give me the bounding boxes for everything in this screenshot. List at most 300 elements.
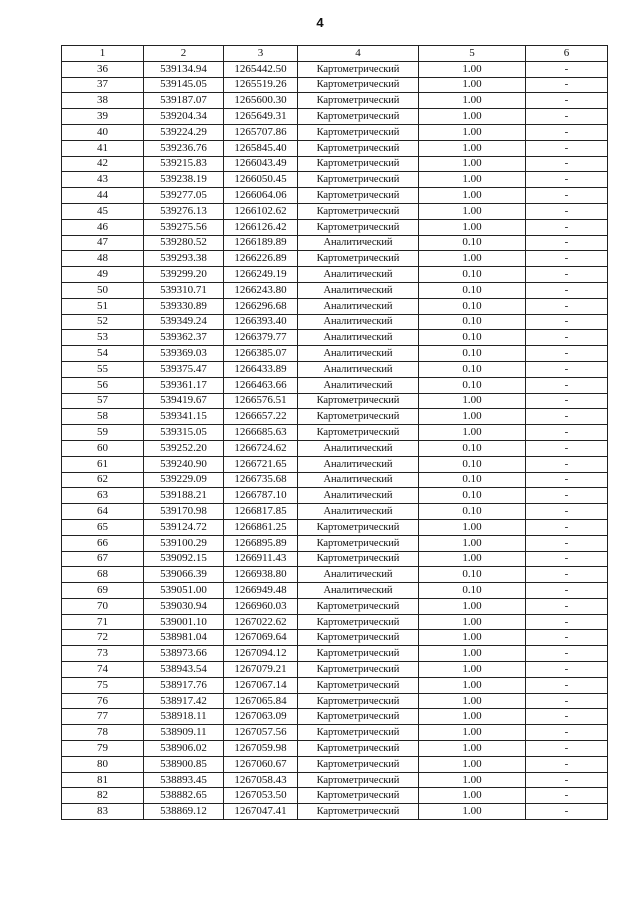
- method-cell: Картометрический: [298, 61, 419, 77]
- y-coordinate-cell: 1266102.62: [224, 203, 298, 219]
- accuracy-cell: 0.10: [419, 235, 526, 251]
- method-cell: Картометрический: [298, 646, 419, 662]
- table-row: [62, 504, 608, 520]
- y-coordinate-cell: 1266243.80: [224, 282, 298, 298]
- x-coordinate-cell: 538909.11: [144, 725, 224, 741]
- x-coordinate-cell: 538869.12: [144, 804, 224, 820]
- accuracy-cell: 1.00: [419, 756, 526, 772]
- x-coordinate-cell: 538900.85: [144, 756, 224, 772]
- accuracy-cell: 1.00: [419, 788, 526, 804]
- note-cell: -: [526, 440, 608, 456]
- note-cell: -: [526, 156, 608, 172]
- x-coordinate-cell: 539349.24: [144, 314, 224, 330]
- point-number-cell: 46: [62, 219, 144, 235]
- y-coordinate-cell: 1266911.43: [224, 551, 298, 567]
- point-number-cell: 48: [62, 251, 144, 267]
- x-coordinate-cell: 539299.20: [144, 267, 224, 283]
- point-number-cell: 63: [62, 488, 144, 504]
- x-coordinate-cell: 539188.21: [144, 488, 224, 504]
- x-coordinate-cell: 539419.67: [144, 393, 224, 409]
- method-cell: Аналитический: [298, 282, 419, 298]
- table-row: [62, 725, 608, 741]
- point-number-cell: 56: [62, 377, 144, 393]
- y-coordinate-cell: 1266126.42: [224, 219, 298, 235]
- table-row: [62, 156, 608, 172]
- note-cell: -: [526, 172, 608, 188]
- point-number-cell: 64: [62, 504, 144, 520]
- accuracy-cell: 0.10: [419, 314, 526, 330]
- accuracy-cell: 0.10: [419, 346, 526, 362]
- x-coordinate-cell: 539236.76: [144, 140, 224, 156]
- point-number-cell: 43: [62, 172, 144, 188]
- table-row: [62, 109, 608, 125]
- y-coordinate-cell: 1266226.89: [224, 251, 298, 267]
- method-cell: Картометрический: [298, 772, 419, 788]
- point-number-cell: 71: [62, 614, 144, 630]
- method-cell: Аналитический: [298, 314, 419, 330]
- y-coordinate-cell: 1265600.30: [224, 93, 298, 109]
- y-coordinate-cell: 1267022.62: [224, 614, 298, 630]
- x-coordinate-cell: 539375.47: [144, 361, 224, 377]
- y-coordinate-cell: 1267058.43: [224, 772, 298, 788]
- accuracy-cell: 1.00: [419, 172, 526, 188]
- table-row: [62, 124, 608, 140]
- method-cell: Картометрический: [298, 425, 419, 441]
- method-cell: Аналитический: [298, 330, 419, 346]
- point-number-cell: 38: [62, 93, 144, 109]
- table-row: [62, 282, 608, 298]
- accuracy-cell: 1.00: [419, 519, 526, 535]
- x-coordinate-cell: 539341.15: [144, 409, 224, 425]
- method-cell: Картометрический: [298, 77, 419, 93]
- accuracy-cell: 0.10: [419, 440, 526, 456]
- method-cell: Аналитический: [298, 346, 419, 362]
- note-cell: -: [526, 282, 608, 298]
- accuracy-cell: 1.00: [419, 77, 526, 93]
- x-coordinate-cell: 539310.71: [144, 282, 224, 298]
- x-coordinate-cell: 539229.09: [144, 472, 224, 488]
- point-number-cell: 39: [62, 109, 144, 125]
- y-coordinate-cell: 1266576.51: [224, 393, 298, 409]
- y-coordinate-cell: 1266463.66: [224, 377, 298, 393]
- y-coordinate-cell: 1267067.14: [224, 677, 298, 693]
- y-coordinate-cell: 1267060.67: [224, 756, 298, 772]
- accuracy-cell: 1.00: [419, 725, 526, 741]
- table-row: [62, 393, 608, 409]
- point-number-cell: 81: [62, 772, 144, 788]
- point-number-cell: 78: [62, 725, 144, 741]
- y-coordinate-cell: 1266043.49: [224, 156, 298, 172]
- accuracy-cell: 0.10: [419, 330, 526, 346]
- point-number-cell: 53: [62, 330, 144, 346]
- note-cell: -: [526, 425, 608, 441]
- accuracy-cell: 1.00: [419, 156, 526, 172]
- table-body: [62, 61, 608, 819]
- point-number-cell: 66: [62, 535, 144, 551]
- y-coordinate-cell: 1265442.50: [224, 61, 298, 77]
- method-cell: Картометрический: [298, 188, 419, 204]
- table-row: [62, 788, 608, 804]
- accuracy-cell: 1.00: [419, 772, 526, 788]
- x-coordinate-cell: 539051.00: [144, 583, 224, 599]
- note-cell: -: [526, 346, 608, 362]
- point-number-cell: 47: [62, 235, 144, 251]
- y-coordinate-cell: 1265707.86: [224, 124, 298, 140]
- point-number-cell: 73: [62, 646, 144, 662]
- accuracy-cell: 1.00: [419, 662, 526, 678]
- x-coordinate-cell: 539066.39: [144, 567, 224, 583]
- method-cell: Аналитический: [298, 361, 419, 377]
- x-coordinate-cell: 539145.05: [144, 77, 224, 93]
- point-number-cell: 52: [62, 314, 144, 330]
- y-coordinate-cell: 1266938.80: [224, 567, 298, 583]
- accuracy-cell: 1.00: [419, 425, 526, 441]
- y-coordinate-cell: 1267057.56: [224, 725, 298, 741]
- table-row: [62, 551, 608, 567]
- y-coordinate-cell: 1266787.10: [224, 488, 298, 504]
- x-coordinate-cell: 539252.20: [144, 440, 224, 456]
- note-cell: -: [526, 567, 608, 583]
- accuracy-cell: 1.00: [419, 219, 526, 235]
- point-number-cell: 72: [62, 630, 144, 646]
- point-number-cell: 59: [62, 425, 144, 441]
- column-header: 6: [526, 46, 608, 62]
- point-number-cell: 45: [62, 203, 144, 219]
- y-coordinate-cell: 1265519.26: [224, 77, 298, 93]
- column-header: 5: [419, 46, 526, 62]
- note-cell: -: [526, 393, 608, 409]
- method-cell: Картометрический: [298, 741, 419, 757]
- note-cell: -: [526, 251, 608, 267]
- note-cell: -: [526, 235, 608, 251]
- note-cell: -: [526, 409, 608, 425]
- column-header: 4: [298, 46, 419, 62]
- accuracy-cell: 1.00: [419, 677, 526, 693]
- x-coordinate-cell: 539224.29: [144, 124, 224, 140]
- x-coordinate-cell: 539204.34: [144, 109, 224, 125]
- table-row: [62, 804, 608, 820]
- x-coordinate-cell: 539092.15: [144, 551, 224, 567]
- accuracy-cell: 0.10: [419, 472, 526, 488]
- note-cell: -: [526, 741, 608, 757]
- method-cell: Картометрический: [298, 677, 419, 693]
- note-cell: -: [526, 219, 608, 235]
- point-number-cell: 57: [62, 393, 144, 409]
- note-cell: -: [526, 614, 608, 630]
- method-cell: Картометрический: [298, 109, 419, 125]
- method-cell: Аналитический: [298, 488, 419, 504]
- note-cell: -: [526, 77, 608, 93]
- y-coordinate-cell: 1266960.03: [224, 598, 298, 614]
- table-row: [62, 314, 608, 330]
- point-number-cell: 49: [62, 267, 144, 283]
- point-number-cell: 65: [62, 519, 144, 535]
- method-cell: Картометрический: [298, 172, 419, 188]
- accuracy-cell: 0.10: [419, 488, 526, 504]
- note-cell: -: [526, 677, 608, 693]
- note-cell: -: [526, 788, 608, 804]
- table-row: [62, 425, 608, 441]
- x-coordinate-cell: 538981.04: [144, 630, 224, 646]
- x-coordinate-cell: 538882.65: [144, 788, 224, 804]
- method-cell: Картометрический: [298, 409, 419, 425]
- accuracy-cell: 0.10: [419, 504, 526, 520]
- method-cell: Картометрический: [298, 598, 419, 614]
- method-cell: Аналитический: [298, 440, 419, 456]
- note-cell: -: [526, 709, 608, 725]
- method-cell: Картометрический: [298, 93, 419, 109]
- method-cell: Аналитический: [298, 583, 419, 599]
- y-coordinate-cell: 1266296.68: [224, 298, 298, 314]
- x-coordinate-cell: 539134.94: [144, 61, 224, 77]
- note-cell: -: [526, 298, 608, 314]
- table-row: [62, 646, 608, 662]
- x-coordinate-cell: 538918.11: [144, 709, 224, 725]
- accuracy-cell: 1.00: [419, 203, 526, 219]
- accuracy-cell: 1.00: [419, 93, 526, 109]
- method-cell: Картометрический: [298, 756, 419, 772]
- point-number-cell: 54: [62, 346, 144, 362]
- point-number-cell: 70: [62, 598, 144, 614]
- method-cell: Картометрический: [298, 535, 419, 551]
- x-coordinate-cell: 539362.37: [144, 330, 224, 346]
- accuracy-cell: 1.00: [419, 251, 526, 267]
- x-coordinate-cell: 539001.10: [144, 614, 224, 630]
- point-number-cell: 67: [62, 551, 144, 567]
- method-cell: Картометрический: [298, 203, 419, 219]
- accuracy-cell: 1.00: [419, 630, 526, 646]
- x-coordinate-cell: 539369.03: [144, 346, 224, 362]
- y-coordinate-cell: 1267094.12: [224, 646, 298, 662]
- point-number-cell: 58: [62, 409, 144, 425]
- accuracy-cell: 0.10: [419, 583, 526, 599]
- accuracy-cell: 1.00: [419, 188, 526, 204]
- note-cell: -: [526, 583, 608, 599]
- accuracy-cell: 1.00: [419, 741, 526, 757]
- method-cell: Картометрический: [298, 140, 419, 156]
- x-coordinate-cell: 538943.54: [144, 662, 224, 678]
- table-row: [62, 630, 608, 646]
- note-cell: -: [526, 109, 608, 125]
- accuracy-cell: 0.10: [419, 267, 526, 283]
- table-row: [62, 519, 608, 535]
- note-cell: -: [526, 61, 608, 77]
- y-coordinate-cell: 1266724.62: [224, 440, 298, 456]
- point-number-cell: 55: [62, 361, 144, 377]
- note-cell: -: [526, 377, 608, 393]
- point-number-cell: 79: [62, 741, 144, 757]
- x-coordinate-cell: 539280.52: [144, 235, 224, 251]
- y-coordinate-cell: 1266393.40: [224, 314, 298, 330]
- x-coordinate-cell: 539293.38: [144, 251, 224, 267]
- method-cell: Картометрический: [298, 614, 419, 630]
- table-row: [62, 456, 608, 472]
- y-coordinate-cell: 1266379.77: [224, 330, 298, 346]
- x-coordinate-cell: 538917.42: [144, 693, 224, 709]
- point-number-cell: 50: [62, 282, 144, 298]
- table-row: [62, 598, 608, 614]
- method-cell: Аналитический: [298, 235, 419, 251]
- accuracy-cell: 0.10: [419, 361, 526, 377]
- x-coordinate-cell: 539215.83: [144, 156, 224, 172]
- table-row: [62, 298, 608, 314]
- table-row: [62, 377, 608, 393]
- note-cell: -: [526, 124, 608, 140]
- accuracy-cell: 0.10: [419, 298, 526, 314]
- point-number-cell: 75: [62, 677, 144, 693]
- point-number-cell: 40: [62, 124, 144, 140]
- note-cell: -: [526, 361, 608, 377]
- table-row: [62, 677, 608, 693]
- point-number-cell: 41: [62, 140, 144, 156]
- method-cell: Картометрический: [298, 725, 419, 741]
- method-cell: Аналитический: [298, 456, 419, 472]
- method-cell: Картометрический: [298, 804, 419, 820]
- y-coordinate-cell: 1267059.98: [224, 741, 298, 757]
- accuracy-cell: 1.00: [419, 109, 526, 125]
- note-cell: -: [526, 535, 608, 551]
- table-row: [62, 709, 608, 725]
- column-header: 3: [224, 46, 298, 62]
- point-number-cell: 37: [62, 77, 144, 93]
- y-coordinate-cell: 1266949.48: [224, 583, 298, 599]
- table-row: [62, 235, 608, 251]
- table-row: [62, 567, 608, 583]
- accuracy-cell: 1.00: [419, 598, 526, 614]
- accuracy-cell: 0.10: [419, 282, 526, 298]
- table-row: [62, 219, 608, 235]
- point-number-cell: 62: [62, 472, 144, 488]
- note-cell: -: [526, 756, 608, 772]
- table-row: [62, 614, 608, 630]
- x-coordinate-cell: 538973.66: [144, 646, 224, 662]
- table-row: [62, 77, 608, 93]
- table-row: [62, 172, 608, 188]
- method-cell: Картометрический: [298, 251, 419, 267]
- point-number-cell: 76: [62, 693, 144, 709]
- table-row: [62, 488, 608, 504]
- x-coordinate-cell: 538917.76: [144, 677, 224, 693]
- x-coordinate-cell: 539030.94: [144, 598, 224, 614]
- x-coordinate-cell: 539100.29: [144, 535, 224, 551]
- note-cell: -: [526, 662, 608, 678]
- table-row: [62, 583, 608, 599]
- method-cell: Картометрический: [298, 124, 419, 140]
- method-cell: Картометрический: [298, 519, 419, 535]
- note-cell: -: [526, 519, 608, 535]
- method-cell: Аналитический: [298, 472, 419, 488]
- note-cell: -: [526, 488, 608, 504]
- note-cell: -: [526, 314, 608, 330]
- x-coordinate-cell: 539238.19: [144, 172, 224, 188]
- point-number-cell: 83: [62, 804, 144, 820]
- accuracy-cell: 1.00: [419, 393, 526, 409]
- point-number-cell: 68: [62, 567, 144, 583]
- y-coordinate-cell: 1267047.41: [224, 804, 298, 820]
- column-header: 1: [62, 46, 144, 62]
- point-number-cell: 60: [62, 440, 144, 456]
- x-coordinate-cell: 539275.56: [144, 219, 224, 235]
- y-coordinate-cell: 1266385.07: [224, 346, 298, 362]
- note-cell: -: [526, 772, 608, 788]
- note-cell: -: [526, 330, 608, 346]
- note-cell: -: [526, 725, 608, 741]
- x-coordinate-cell: 539361.17: [144, 377, 224, 393]
- note-cell: -: [526, 93, 608, 109]
- table-row: [62, 330, 608, 346]
- y-coordinate-cell: 1267065.84: [224, 693, 298, 709]
- y-coordinate-cell: 1267053.50: [224, 788, 298, 804]
- table-row: [62, 61, 608, 77]
- accuracy-cell: 1.00: [419, 535, 526, 551]
- accuracy-cell: 1.00: [419, 551, 526, 567]
- method-cell: Картометрический: [298, 630, 419, 646]
- table-row: [62, 741, 608, 757]
- note-cell: -: [526, 504, 608, 520]
- point-number-cell: 61: [62, 456, 144, 472]
- table-row: [62, 251, 608, 267]
- y-coordinate-cell: 1266817.85: [224, 504, 298, 520]
- method-cell: Аналитический: [298, 567, 419, 583]
- point-number-cell: 77: [62, 709, 144, 725]
- table-row: [62, 267, 608, 283]
- point-number-cell: 51: [62, 298, 144, 314]
- y-coordinate-cell: 1266721.65: [224, 456, 298, 472]
- note-cell: -: [526, 140, 608, 156]
- note-cell: -: [526, 693, 608, 709]
- x-coordinate-cell: 539277.05: [144, 188, 224, 204]
- accuracy-cell: 1.00: [419, 614, 526, 630]
- y-coordinate-cell: 1265845.40: [224, 140, 298, 156]
- table-row: [62, 662, 608, 678]
- table-row: [62, 203, 608, 219]
- note-cell: -: [526, 804, 608, 820]
- table-row: [62, 93, 608, 109]
- point-number-cell: 69: [62, 583, 144, 599]
- y-coordinate-cell: 1266064.06: [224, 188, 298, 204]
- y-coordinate-cell: 1266189.89: [224, 235, 298, 251]
- y-coordinate-cell: 1266433.89: [224, 361, 298, 377]
- point-number-cell: 36: [62, 61, 144, 77]
- note-cell: -: [526, 188, 608, 204]
- coordinates-table: [61, 45, 608, 820]
- method-cell: Картометрический: [298, 551, 419, 567]
- x-coordinate-cell: 539170.98: [144, 504, 224, 520]
- accuracy-cell: 0.10: [419, 456, 526, 472]
- x-coordinate-cell: 539187.07: [144, 93, 224, 109]
- note-cell: -: [526, 203, 608, 219]
- x-coordinate-cell: 538906.02: [144, 741, 224, 757]
- page-number: 4: [316, 15, 324, 30]
- y-coordinate-cell: 1266895.89: [224, 535, 298, 551]
- table-row: [62, 772, 608, 788]
- accuracy-cell: 1.00: [419, 409, 526, 425]
- accuracy-cell: 1.00: [419, 646, 526, 662]
- y-coordinate-cell: 1266050.45: [224, 172, 298, 188]
- y-coordinate-cell: 1265649.31: [224, 109, 298, 125]
- method-cell: Картометрический: [298, 219, 419, 235]
- y-coordinate-cell: 1266249.19: [224, 267, 298, 283]
- accuracy-cell: 1.00: [419, 804, 526, 820]
- method-cell: Картометрический: [298, 156, 419, 172]
- method-cell: Картометрический: [298, 693, 419, 709]
- accuracy-cell: 1.00: [419, 709, 526, 725]
- x-coordinate-cell: 539240.90: [144, 456, 224, 472]
- point-number-cell: 42: [62, 156, 144, 172]
- table-row: [62, 693, 608, 709]
- method-cell: Картометрический: [298, 788, 419, 804]
- x-coordinate-cell: 539330.89: [144, 298, 224, 314]
